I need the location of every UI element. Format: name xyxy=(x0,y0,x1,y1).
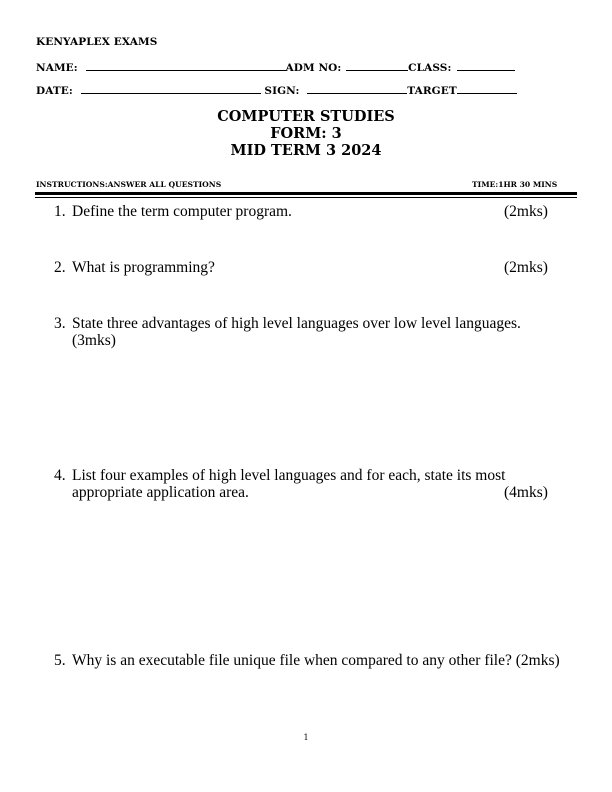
question-text: Define the term computer program. xyxy=(72,203,292,220)
question-number: 5. xyxy=(54,652,66,669)
question-text: What is programming? xyxy=(72,259,215,276)
subject-title: COMPUTER STUDIES xyxy=(217,108,395,125)
question-number: 3. xyxy=(54,315,66,332)
question-text: State three advantages of high level languages over low level languages. xyxy=(72,315,521,332)
question-1-marks: (2mks) xyxy=(504,203,548,220)
question-3-marks: (3mks) xyxy=(72,332,116,349)
question-5-marks: (2mks) xyxy=(515,652,560,669)
time-allowed: TIME:1HR 30 MINS xyxy=(472,180,558,189)
date-field[interactable] xyxy=(81,84,261,94)
name-field[interactable] xyxy=(86,61,286,71)
question-4-marks: (4mks) xyxy=(504,484,548,501)
adm-label: ADM NO: xyxy=(285,62,342,74)
question-number: 4. xyxy=(54,467,66,484)
question-text xyxy=(72,652,592,669)
target-field[interactable] xyxy=(457,84,517,94)
name-row xyxy=(36,61,515,74)
question-2-marks: (2mks) xyxy=(504,259,548,276)
target-label: TARGET xyxy=(407,85,457,97)
name-label: NAME: xyxy=(36,62,78,74)
instructions-text: INSTRUCTIONS:ANSWER ALL QUESTIONS xyxy=(36,180,222,189)
page-number: 1 xyxy=(303,733,309,742)
sign-label: SIGN: xyxy=(264,85,300,97)
question-text: List four examples of high level languages and for each, state its most appropriate application area. xyxy=(72,467,506,501)
sign-field[interactable] xyxy=(307,84,407,94)
date-label: DATE: xyxy=(36,85,73,97)
question-number: 2. xyxy=(54,259,66,276)
class-field[interactable] xyxy=(457,61,515,71)
term-title: MID TERM 3 2024 xyxy=(230,142,382,159)
class-label: CLASS: xyxy=(408,62,452,74)
adm-field[interactable] xyxy=(346,61,408,71)
header-rule-thick xyxy=(35,192,577,195)
header-rule-thin xyxy=(35,197,577,198)
question-number: 1. xyxy=(54,203,66,220)
question-5-text: Why is an executable file unique file when compared to any other file? xyxy=(72,652,512,669)
date-row xyxy=(36,84,517,97)
form-title: FORM: 3 xyxy=(270,125,342,142)
school-name: KENYAPLEX EXAMS xyxy=(36,36,158,48)
